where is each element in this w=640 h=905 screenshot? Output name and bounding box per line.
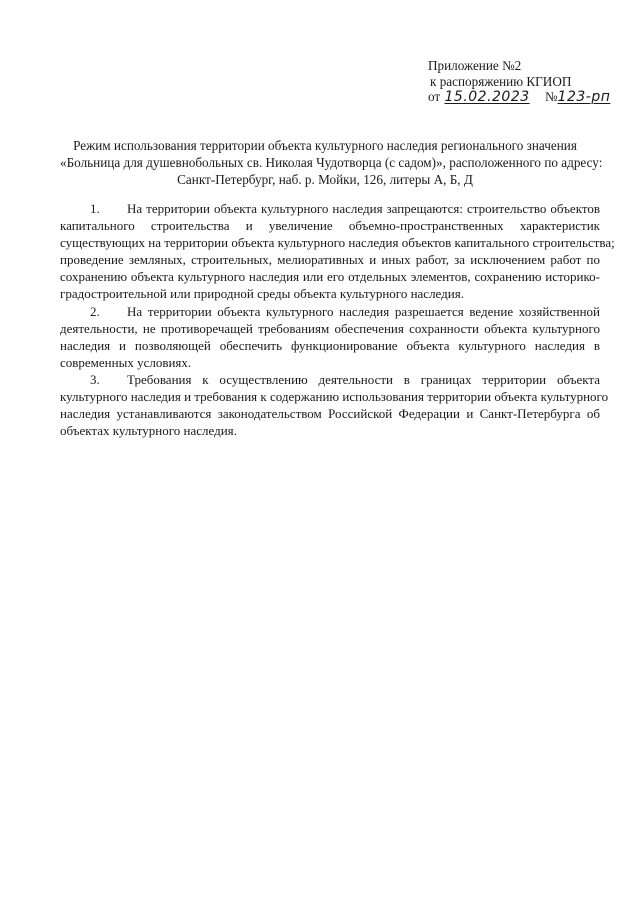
paragraph-2 [60,303,600,371]
paragraph-number: 2. [90,303,100,319]
paragraph-line: проведение земляных, строительных, мелиоративных и иных работ, за исключением работ по [60,252,600,268]
paragraph-line: существующих на территории объекта культурного наследия объектов капитального строительства; [60,235,615,251]
paragraph-line: 3. Требования к осуществлению деятельности в границах территории объекта [90,371,600,387]
paragraph-number: 1. [90,201,100,216]
paragraph-line: наследия и позволяющей обеспечить функционирование объекта культурного наследия в [60,337,600,353]
paragraph-line: культурного наследия и требования к содержанию использования территории объекта культурного [60,389,609,405]
appendix-order-reference: к распоряжению КГИОП [430,73,572,89]
paragraph-3 [60,371,609,439]
paragraph-1 [60,200,615,303]
date-prefix: от [428,89,441,104]
paragraph-line: 2. На территории объекта культурного наследия разрешается ведение хозяйственной [90,303,600,319]
paragraph-line: современных условиях. [60,354,192,370]
paragraph-line: объектах культурного наследия. [60,423,237,439]
number-prefix: № [544,89,558,104]
paragraph-line: 1. На территории объекта культурного наследия запрещаются: строительство объектов [90,201,600,216]
appendix-title: Приложение №2 [428,58,522,73]
paragraph-line: сохранению объекта культурного наследия или его отдельных элементов, сохранению историко- [60,269,600,285]
appendix-header [428,58,610,106]
paragraph-number: 3. [90,371,100,387]
title-line-1: Режим использования территории объекта культурного наследия регионального значения [73,138,577,153]
title-line-3: Санкт-Петербург, наб. р. Мойки, 126, литеры А, Б, Д [177,172,473,187]
handwritten-number: 123-рп [557,89,611,105]
document-title [60,137,603,188]
paragraph-line: градостроительной или природной среды объекта культурного наследия. [60,286,464,302]
handwritten-date: 15.02.2023 [444,89,530,105]
document-body [60,200,615,439]
title-line-2: «Больница для душевнобольных св. Николая Чудотворца (с садом)», расположенного по адресу: [60,155,603,170]
paragraph-line: деятельности, не противоречащей требованиям обеспечения сохранности объекта культурного [60,320,600,336]
appendix-date-number-line [428,89,610,106]
paragraph-line: наследия устанавливаются законодательством Российской Федерации и Санкт-Петербурга об [60,406,600,422]
paragraph-line: капитального строительства и увеличение объемно-пространственных характеристик [60,218,600,234]
